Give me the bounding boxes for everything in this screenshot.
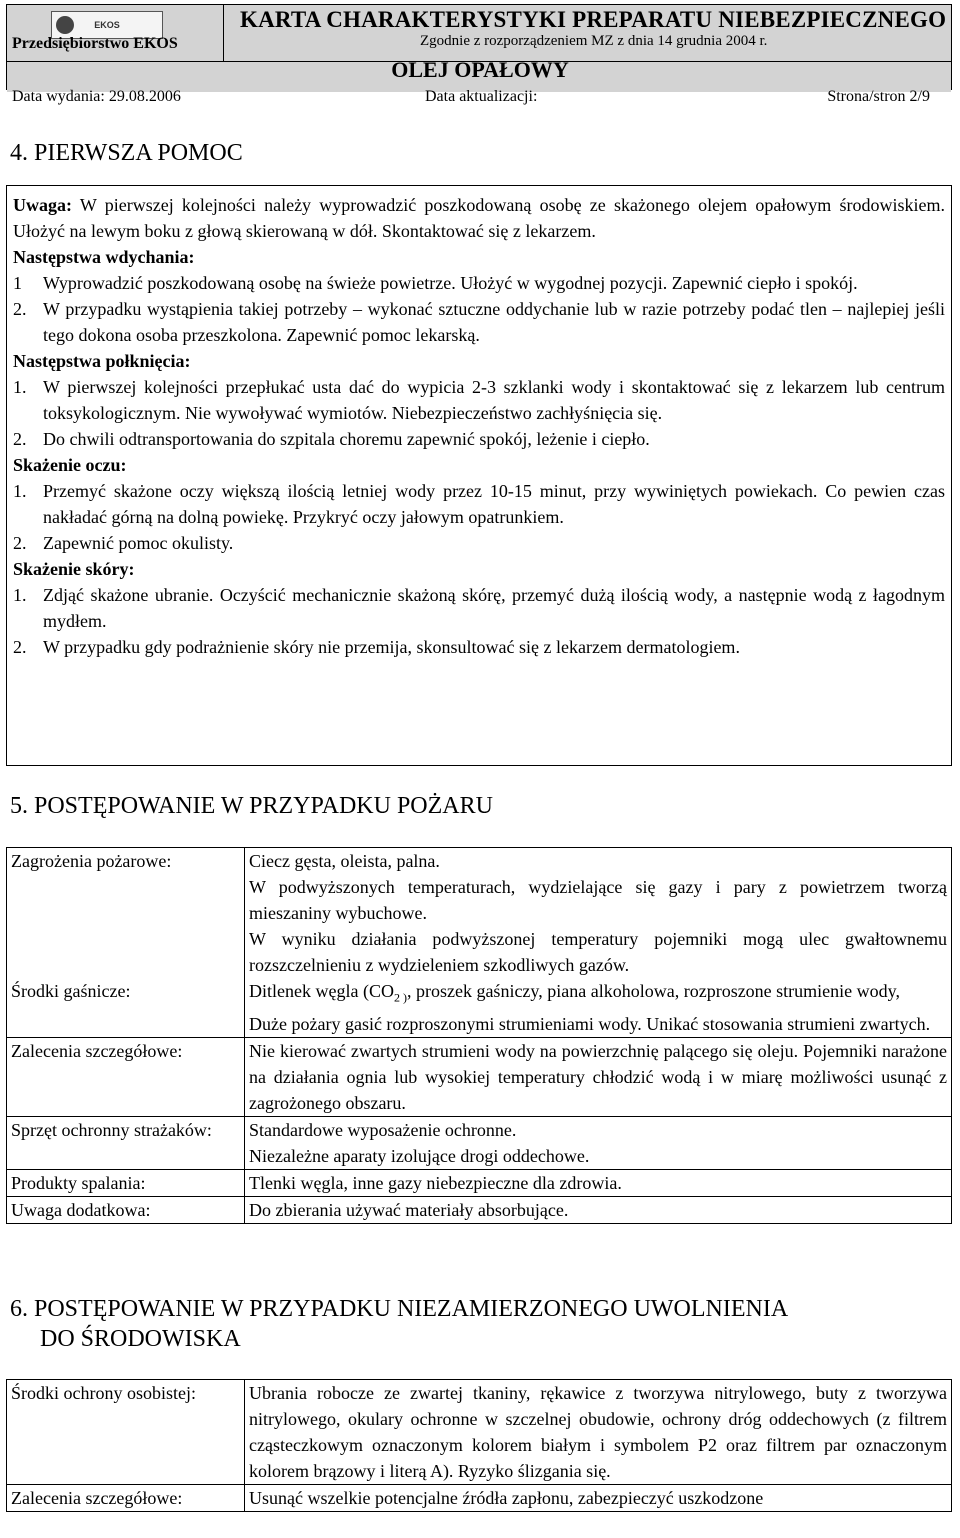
row-label: Uwaga dodatkowa: xyxy=(7,1196,245,1223)
item-number: 1. xyxy=(13,481,27,501)
table-row xyxy=(7,978,952,1037)
row-line: Duże pożary gasić rozproszonymi strumieniami wody. Unikać stosowania strumieni zwartych. xyxy=(249,1013,931,1034)
row-value xyxy=(245,978,952,1037)
item-number: 2. xyxy=(13,637,27,657)
row-value xyxy=(245,1196,952,1223)
item-text: Do chwili odtransportowania do szpitala choremu zapewnić spokój, leżenie i ciepło. xyxy=(43,429,650,449)
note-label: Uwaga: xyxy=(13,195,72,215)
list-item xyxy=(13,634,945,660)
first-aid-box xyxy=(6,185,952,766)
product-name: OLEJ OPAŁOWY xyxy=(391,57,569,82)
item-number: 2. xyxy=(13,299,27,319)
section-4-heading: 4. PIERWSZA POMOC xyxy=(10,140,243,166)
document-subtitle: Zgodnie z rozporządzeniem MZ z dnia 14 grudnia 2004 r. xyxy=(420,33,768,49)
co2-subscript: 2 ) xyxy=(393,990,407,1005)
row-label: Środki gaśnicze: xyxy=(7,978,245,1037)
issue-date: Data wydania: 29.08.2006 xyxy=(12,88,181,105)
row-line: W podwyższonych temperaturach, wydzielające się gazy i pary z powietrzem tworzą mieszaniny wybuchowe. xyxy=(249,877,947,923)
row-value xyxy=(245,1037,952,1116)
table-row xyxy=(7,1485,952,1512)
row-label: Zalecenia szczegółowe: xyxy=(7,1037,245,1116)
row-label: Środki ochrony osobistej: xyxy=(7,1380,245,1485)
list-item xyxy=(13,270,945,296)
list-item xyxy=(13,478,945,530)
skin-heading: Skażenie skóry: xyxy=(13,559,135,579)
item-number: 1. xyxy=(13,585,27,605)
item-text: Wyprowadzić poszkodowaną osobę na świeże powietrze. Ułożyć w wygodnej pozycji. Zapewnić ciepło i spokój. xyxy=(43,273,858,293)
row-value xyxy=(245,1169,952,1196)
row-label: Produkty spalania: xyxy=(7,1169,245,1196)
row-label: Zalecenia szczegółowe: xyxy=(7,1485,245,1512)
item-text: W przypadku gdy podrażnienie skóry nie przemija, skonsultować się z lekarzem dermatologiem. xyxy=(43,637,740,657)
section-5-heading: 5. POSTĘPOWANIE W PRZYPADKU POŻARU xyxy=(10,793,493,819)
row-line: Niezależne aparaty izolujące drogi oddechowe. xyxy=(249,1145,590,1166)
section-6-heading-cont: DO ŚRODOWISKA xyxy=(40,1326,241,1352)
row-label: Zagrożenia pożarowe: xyxy=(7,848,245,979)
row-line: Do zbierania używać materiały absorbujące. xyxy=(249,1199,569,1220)
row-line: Standardowe wyposażenie ochronne. xyxy=(249,1119,517,1140)
row-line xyxy=(249,978,947,1011)
table-row xyxy=(7,1116,952,1169)
company-name: Przedsiębiorstwo EKOS xyxy=(12,35,178,52)
co2-text: Ditlenek węgla (CO xyxy=(249,981,394,1001)
table-row xyxy=(7,848,952,979)
logo-text: EKOS xyxy=(94,20,120,30)
inhalation-heading: Następstwa wdychania: xyxy=(13,247,195,267)
ingestion-heading: Następstwa połknięcia: xyxy=(13,351,191,371)
release-table xyxy=(6,1379,952,1512)
list-item xyxy=(13,374,945,426)
item-text: Przemyć skażone oczy większą ilością letniej wody przez 10-15 minut, przy wywiniętych powiekach. Co pewien czas nakładać górną na dolną powiekę. Przykryć oczy jałowym opatrunkiem. xyxy=(43,481,945,527)
row-line: Nie kierować zwartych strumieni wody na powierzchnię palącego się oleju. Pojemniki narażone na działania ognia lub wysokiej temperatury chłodzić wodą i w miarę możliwości usunąć z zagrożonego obszaru. xyxy=(249,1040,947,1113)
table-row xyxy=(7,1037,952,1116)
row-value xyxy=(245,1380,952,1485)
row-line: Ubrania robocze ze zwartej tkaniny, rękawice z tworzywa nitrylowego, buty z tworzywa nitrylowego, okulary ochronne w szczelnej obudowie, ochrony dróg oddechowych (z filtrem cząsteczkowym oznaczonym kolorem białym i symbolem P2 oraz filtrem par oznaczonym kolorem brązowy i literą A). Ryzyko ślizgania się. xyxy=(249,1383,947,1481)
item-number: 1 xyxy=(13,273,22,293)
table-row xyxy=(7,1380,952,1485)
list-item xyxy=(13,530,945,556)
document-title: KARTA CHARAKTERYSTYKI PREPARATU NIEBEZPIECZNEGO xyxy=(240,7,947,32)
fire-table xyxy=(6,847,952,1224)
row-label: Sprzęt ochronny strażaków: xyxy=(7,1116,245,1169)
row-line: W wyniku działania podwyższonej temperatury pojemniki mogą ulec gwałtownemu rozszczelnieniu z wydzieleniem szkodliwych gazów. xyxy=(249,929,947,975)
eyes-heading: Skażenie oczu: xyxy=(13,455,127,475)
list-item xyxy=(13,582,945,634)
list-item xyxy=(13,426,945,452)
row-value xyxy=(245,1485,952,1512)
list-item xyxy=(13,296,945,348)
item-text: W pierwszej kolejności przepłukać usta dać do wypicia 2-3 szklanki wody i skontaktować się z lekarzem lub centrum toksykologicznym. Nie wywoływać wymiotów. Niebezpieczeństwo zachłyśnięcia się. xyxy=(43,377,945,423)
item-text: Zdjąć skażone ubranie. Oczyścić mechanicznie skażoną skórę, przemyć dużą ilością wody, a następnie wodą z łagodnym mydłem. xyxy=(43,585,945,631)
page-number: Strona/stron 2/9 xyxy=(827,88,930,105)
item-number: 2. xyxy=(13,533,27,553)
row-value xyxy=(245,848,952,979)
row-line: Tlenki węgla, inne gazy niebezpieczne dla zdrowia. xyxy=(249,1172,622,1193)
note-text: W pierwszej kolejności należy wyprowadzić poszkodowaną osobę ze skażonego olejem opałowym środowiskiem. Ułożyć na lewym boku z głową skierowaną w dół. Skontaktować się z lekarzem. xyxy=(13,195,945,241)
co2-rest: , proszek gaśniczy, piana alkoholowa, rozproszone strumienie wody, xyxy=(406,981,900,1001)
item-number: 1. xyxy=(13,377,27,397)
item-number: 2. xyxy=(13,429,27,449)
logo-emblem-icon xyxy=(56,16,74,34)
update-date: Data aktualizacji: xyxy=(425,88,538,105)
item-text: Zapewnić pomoc okulisty. xyxy=(43,533,234,553)
row-line: Ciecz gęsta, oleista, palna. xyxy=(249,851,440,871)
first-aid-note xyxy=(13,192,945,244)
table-row xyxy=(7,1169,952,1196)
row-value xyxy=(245,1116,952,1169)
item-text: W przypadku wystąpienia takiej potrzeby – wykonać sztuczne oddychanie lub w razie potrzeby podać tlen – najlepiej jeśli tego dokona osoba przeszkolona. Zapewnić pomoc lekarską. xyxy=(43,299,945,345)
row-line: Usunąć wszelkie potencjalne źródła zapłonu, zabezpieczyć uszkodzone xyxy=(249,1488,764,1508)
section-6-heading: 6. POSTĘPOWANIE W PRZYPADKU NIEZAMIERZONEGO UWOLNIENIA xyxy=(10,1296,789,1322)
table-row xyxy=(7,1196,952,1223)
